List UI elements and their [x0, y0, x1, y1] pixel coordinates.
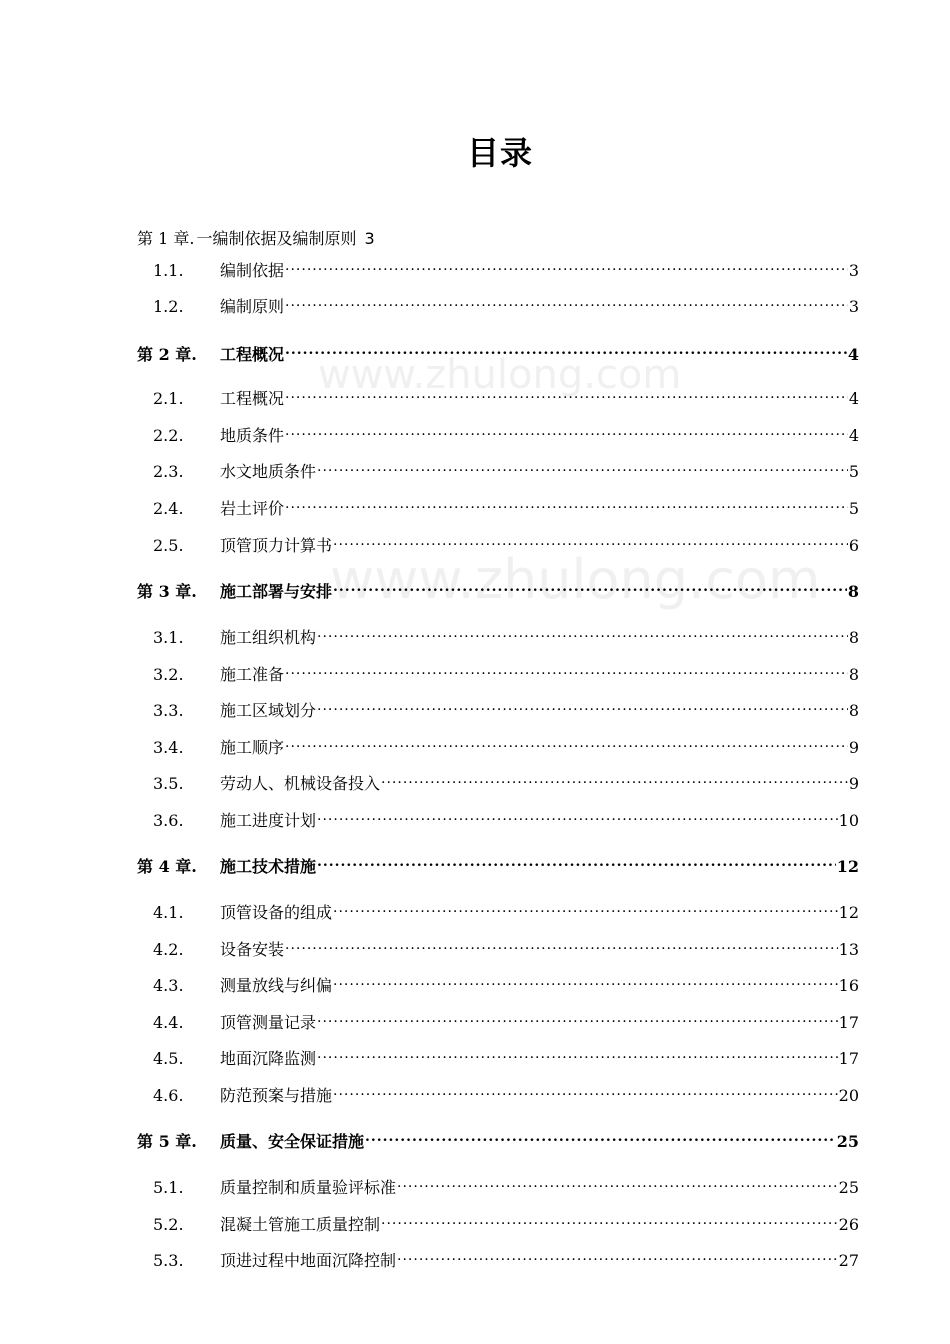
toc-dot-leader: [333, 575, 847, 597]
toc-section-entry[interactable]: [137, 969, 859, 995]
toc-entry-page-number: 13: [838, 940, 859, 959]
watermark: www.zhulong.com: [318, 352, 682, 398]
toc-section-entry[interactable]: [137, 1208, 859, 1234]
toc-entry-page-number: 8: [848, 665, 859, 684]
toc-dot-leader: [285, 492, 848, 514]
toc-entry-label: 施工组织机构: [220, 628, 317, 647]
toc-entry-label: 施工进度计划: [220, 811, 317, 830]
toc-section-entry[interactable]: [137, 694, 859, 720]
toc-entry-number: 3.1.: [153, 628, 184, 647]
toc-entry-number: 5.2.: [153, 1215, 184, 1234]
toc-entry-number: 3.2.: [153, 665, 184, 684]
toc-entry-number: 2.5.: [153, 536, 184, 555]
toc-dot-leader: [317, 1006, 838, 1028]
toc-entry-label: 施工技术措施: [220, 857, 317, 876]
toc-section-entry[interactable]: [137, 731, 859, 757]
toc-entry-label: 施工区域划分: [220, 701, 317, 720]
toc-entry-page-number: 5: [848, 462, 859, 481]
toc-entry-label: 编制原则: [220, 297, 285, 316]
toc-dot-leader: [333, 969, 838, 991]
toc-section-entry[interactable]: [137, 254, 859, 280]
toc-entry-page-number: 4: [848, 389, 859, 408]
toc-chapter-entry[interactable]: [137, 338, 859, 364]
toc-section-entry[interactable]: [137, 1079, 859, 1105]
toc-entry-number: 第 1 章.: [137, 229, 195, 248]
toc-section-entry[interactable]: [137, 767, 859, 793]
toc-entry-label: 岩土评价: [220, 499, 285, 518]
toc-entry-number: 2.1.: [153, 389, 184, 408]
toc-entry-number: 第 3 章.: [137, 582, 197, 601]
toc-dot-leader: [285, 290, 848, 312]
toc-dot-leader: [285, 731, 848, 753]
toc-section-entry[interactable]: [137, 1171, 859, 1197]
toc-entry-label: 编制依据: [220, 261, 285, 280]
toc-entry-page-number: 3: [848, 261, 859, 280]
toc-section-entry[interactable]: [137, 492, 859, 518]
toc-entry-number: 4.1.: [153, 903, 184, 922]
toc-chapter-entry[interactable]: [137, 228, 859, 250]
toc-section-entry[interactable]: [137, 290, 859, 316]
toc-section-entry[interactable]: [137, 455, 859, 481]
toc-entry-page-number: 17: [838, 1049, 859, 1068]
toc-entry-label: 测量放线与纠偏: [220, 976, 333, 995]
toc-entry-page-number: 3: [364, 229, 375, 248]
toc-dot-leader: [333, 529, 848, 551]
toc-entry-number: 5.1.: [153, 1178, 184, 1197]
toc-dot-leader: [285, 254, 848, 276]
toc-dot-leader: [365, 1125, 836, 1147]
toc-section-entry[interactable]: [137, 621, 859, 647]
page-title: 目录: [466, 134, 533, 172]
toc-dot-leader: [333, 896, 838, 918]
toc-entry-page-number: 27: [838, 1251, 859, 1270]
toc-entry-page-number: 20: [838, 1086, 859, 1105]
toc-entry-number: 4.6.: [153, 1086, 184, 1105]
toc-chapter-entry[interactable]: [137, 850, 859, 876]
toc-dot-leader: [285, 419, 848, 441]
toc-entry-number: 第 5 章.: [137, 1132, 197, 1151]
toc-entry-page-number: 17: [838, 1013, 859, 1032]
toc-entry-label: 施工部署与安排: [220, 582, 333, 601]
toc-entry-page-number: 25: [838, 1178, 859, 1197]
toc-entry-label: 地质条件: [220, 426, 285, 445]
toc-dot-leader: [285, 338, 847, 360]
toc-dot-leader: [285, 933, 838, 955]
toc-section-entry[interactable]: [137, 658, 859, 684]
toc-entry-page-number: 9: [848, 738, 859, 757]
toc-dot-leader: [333, 1079, 838, 1101]
toc-entry-page-number: 9: [848, 774, 859, 793]
toc-section-entry[interactable]: [137, 1244, 859, 1270]
toc-section-entry[interactable]: [137, 382, 859, 408]
toc-dot-leader: [397, 1244, 838, 1266]
toc-dot-leader: [317, 455, 848, 477]
toc-dot-leader: [317, 850, 836, 872]
toc-entry-label: 水文地质条件: [220, 462, 317, 481]
toc-section-entry[interactable]: [137, 1042, 859, 1068]
toc-entry-page-number: 6: [848, 536, 859, 555]
toc-entry-number: 5.3.: [153, 1251, 184, 1270]
toc-entry-label: 设备安装: [220, 940, 285, 959]
toc-dot-leader: [317, 1042, 838, 1064]
toc-dot-leader: [285, 382, 848, 404]
toc-entry-number: 3.3.: [153, 701, 184, 720]
toc-entry-number: 4.4.: [153, 1013, 184, 1032]
toc-entry-number: 4.5.: [153, 1049, 184, 1068]
toc-entry-label: 混凝土管施工质量控制: [220, 1215, 381, 1234]
toc-entry-number: 4.3.: [153, 976, 184, 995]
toc-entry-page-number: 4: [847, 345, 859, 364]
toc-entry-number: 第 4 章.: [137, 857, 197, 876]
toc-dot-leader: [285, 658, 848, 680]
toc-section-entry[interactable]: [137, 419, 859, 445]
toc-entry-page-number: 10: [838, 811, 859, 830]
toc-entry-number: 2.3.: [153, 462, 184, 481]
toc-entry-label: 防范预案与措施: [220, 1086, 333, 1105]
toc-entry-label: 质量、安全保证措施: [220, 1132, 365, 1151]
toc-dot-leader: [317, 804, 838, 826]
toc-section-entry[interactable]: [137, 933, 859, 959]
toc-dot-leader: [397, 1171, 838, 1193]
toc-entry-number: 2.2.: [153, 426, 184, 445]
toc-dot-leader: [381, 1208, 838, 1230]
toc-entry-number: 3.6.: [153, 811, 184, 830]
toc-entry-label: 工程概况: [220, 389, 285, 408]
toc-entry-label: 质量控制和质量验评标准: [220, 1178, 397, 1197]
toc-entry-page-number: 16: [838, 976, 859, 995]
toc-section-entry[interactable]: [137, 896, 859, 922]
toc-entry-page-number: 12: [836, 857, 859, 876]
toc-entry-label: 施工顺序: [220, 738, 285, 757]
toc-entry-number: 1.2.: [153, 297, 184, 316]
toc-chapter-entry[interactable]: [137, 575, 859, 601]
toc-chapter-entry[interactable]: [137, 1125, 859, 1151]
toc-entry-label: 劳动人、机械设备投入: [220, 774, 381, 793]
toc-entry-page-number: 8: [848, 628, 859, 647]
toc-entry-label: 一编制依据及编制原则: [196, 229, 357, 248]
toc-entry-number: 1.1.: [153, 261, 184, 280]
toc-entry-page-number: 4: [848, 426, 859, 445]
toc-entry-label: 顶管顶力计算书: [220, 536, 333, 555]
toc-entry-page-number: 26: [838, 1215, 859, 1234]
toc-entry-label: 施工准备: [220, 665, 285, 684]
toc-entry-label: 顶管设备的组成: [220, 903, 333, 922]
toc-section-entry[interactable]: [137, 529, 859, 555]
toc-entry-label: 顶管测量记录: [220, 1013, 317, 1032]
toc-entry-page-number: 12: [838, 903, 859, 922]
toc-entry-label: 地面沉降监测: [220, 1049, 317, 1068]
toc-dot-leader: [317, 694, 848, 716]
toc-entry-number: 4.2.: [153, 940, 184, 959]
toc-dot-leader: [381, 767, 848, 789]
toc-section-entry[interactable]: [137, 1006, 859, 1032]
toc-entry-page-number: 5: [848, 499, 859, 518]
toc-entry-page-number: 25: [836, 1132, 859, 1151]
toc-entry-number: 第 2 章.: [137, 345, 197, 364]
toc-entry-page-number: 8: [847, 582, 859, 601]
toc-section-entry[interactable]: [137, 804, 859, 830]
toc-entry-label: 工程概况: [220, 345, 285, 364]
toc-entry-number: 3.5.: [153, 774, 184, 793]
watermark: www.zhulong.com: [330, 548, 821, 611]
toc-entry-number: 2.4.: [153, 499, 184, 518]
toc-entry-page-number: 8: [848, 701, 859, 720]
toc-entry-page-number: 3: [848, 297, 859, 316]
toc-dot-leader: [317, 621, 848, 643]
toc-entry-number: 3.4.: [153, 738, 184, 757]
toc-entry-label: 顶进过程中地面沉降控制: [220, 1251, 397, 1270]
